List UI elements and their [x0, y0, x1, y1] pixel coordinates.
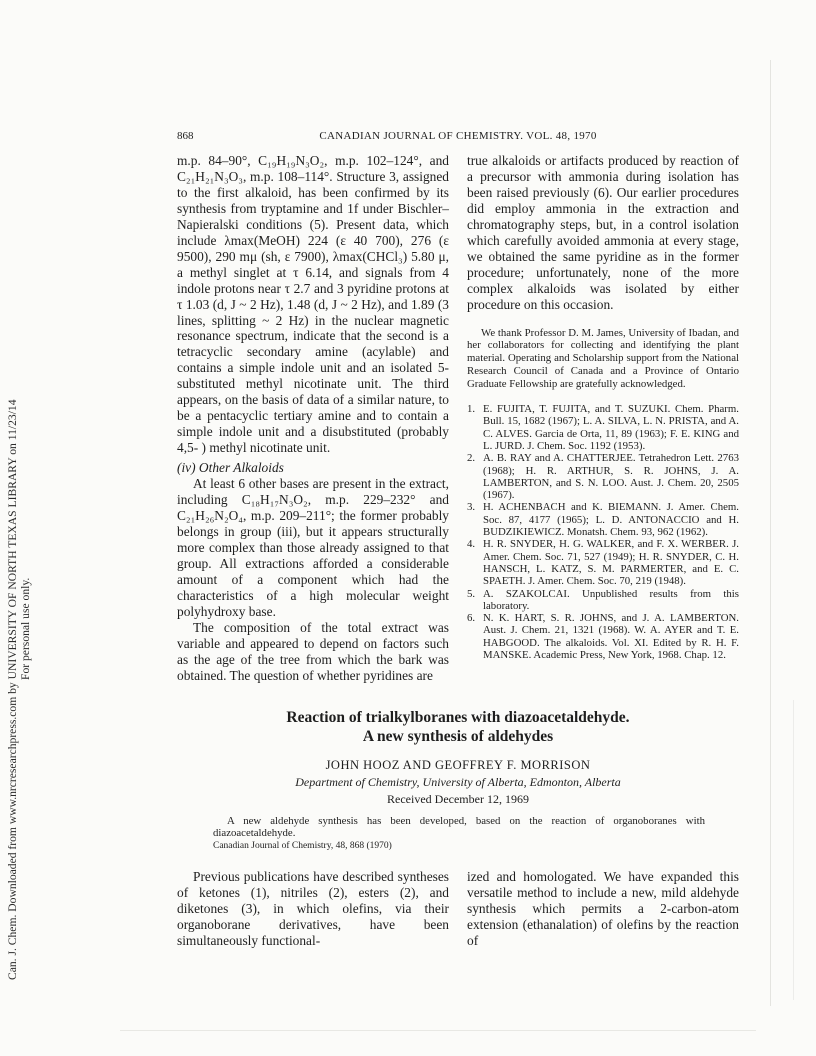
reference-item	[467, 403, 739, 452]
received-date: Received December 12, 1969	[387, 792, 529, 806]
abstract: A new aldehyde synthesis has been developed, based on the reaction of organoboranes with diazoacetaldehyde.	[213, 815, 705, 839]
left-column	[177, 153, 449, 683]
watermark-line-1: Can. J. Chem. Downloaded from www.nrcresearchpress.com by UNIVERSITY OF NORTH TEXAS LIBRARY on 11/23/14	[6, 399, 19, 980]
running-title: CANADIAN JOURNAL OF CHEMISTRY. VOL. 48, 1970	[319, 130, 597, 142]
reference-item	[467, 452, 739, 501]
reference-number: 5.	[467, 587, 476, 600]
intro-paragraph-right: ized and homologated. We have expanded this versatile method to include a new, mild aldehyde synthesis which permits a 2-carbon-atom extension (ethanalation) of olefins by the reaction of	[467, 869, 739, 948]
authors: JOHN HOOZ AND GEOFFREY F. MORRISON	[325, 758, 591, 772]
reference-number: 3.	[467, 501, 476, 514]
affiliation: Department of Chemistry, University of Alberta, Edmonton, Alberta	[295, 775, 621, 789]
reference-item	[467, 588, 739, 613]
reference-item	[467, 501, 739, 538]
citation: Canadian Journal of Chemistry, 48, 868 (1970)	[213, 841, 392, 851]
reference-number: 4.	[467, 538, 476, 551]
paragraph: At least 6 other bases are present in the extract, including C₁₈H₁₇N₃O₂, m.p. 229–232° and C₂₁H₂₆N₂O₄, m.p. 209–211°; the former probably belongs in group (iii), but it appears structurally more complex than those already assigned to that group. All extractions afforded a considerable amount of a component which had the characteristics of a high molecular weight polyhydroxy base.	[177, 476, 449, 619]
right-column	[467, 153, 739, 661]
page-header	[177, 130, 739, 144]
reference-number: 1.	[467, 403, 476, 416]
title-line: Reaction of trialkylboranes with diazoacetaldehyde.	[286, 709, 630, 726]
paragraph: true alkaloids or artifacts produced by reaction of a precursor with ammonia during isolation has been raised previously (6). Our earlier procedures did employ ammonia in the extraction and chromatography steps, but, in a control isolation which carefully avoided ammonia at every stage, we obtained the same pyridine as in the former procedure; unfortunately, none of the more complex alkaloids was isolated by either procedure on this occasion.	[467, 153, 739, 312]
reference-number: 6.	[467, 612, 476, 625]
acknowledgment: We thank Professor D. M. James, University of Ibadan, and her collaborators for collecting and identifying the plant material. Operating and Scholarship support from the National Research Council of Canada and a Province of Ontario Graduate Fellowship are gratefully acknowledged.	[467, 326, 739, 391]
reference-item	[467, 612, 739, 661]
scan-edge	[770, 60, 771, 1006]
title-line: A new synthesis of aldehydes	[362, 728, 554, 745]
reference-text: E. FUJITA, T. FUJITA, and T. SUZUKI. Chem. Pharm. Bull. 15, 1682 (1967); L. A. SILVA, L. N. PRISTA, and A. C. ALVES. Garcia de Orta, 11, 89 (1963); F. E. KING and L. JURD. J. Chem. Soc. 1192 (1953).	[483, 403, 739, 452]
article-title	[177, 708, 739, 746]
paragraph: m.p. 84–90°, C₁₉H₁₉N₃O₂, m.p. 102–124°, and C₂₁H₂₁N₃O₃, m.p. 108–114°. Structure 3, assigned to the first alkaloid, has been confirmed by its synthesis from tryptamine and 1f under Bischler–Napieralski conditions (5). Present data, which include λmax(MeOH) 224 (ε 40 700), 276 (ε 9500), 290 mμ (sh, ε 7900), λmax(CHCl₃) 5.80 μ, a methyl singlet at τ 6.14, and signals from 4 indole protons near τ 2.7 and 3 pyridine protons at τ 1.03 (d, J ~ 2 Hz), 1.48 (d, J ~ 2 Hz), and 1.89 (3 lines, splitting ~ 2 Hz) in the nuclear magnetic resonance spectrum, indicate that the second is a tetracyclic secondary amine (acylable) and contains a simple indole unit and an isolated 5-substituted methyl nicotinate unit. The third appears, on the basis of data of a similar nature, to be a pentacyclic tertiary amine and to contain a simple indole unit and a disubstituted (probably 4,5- ) methyl nicotinate unit.	[177, 153, 449, 456]
paragraph: The composition of the total extract was variable and appeared to depend on factors such as the age of the tree from which the bark was obtained. The question of whether pyridines are	[177, 619, 449, 683]
scan-edge	[793, 700, 794, 1000]
section-heading: (iv) Other Alkaloids	[177, 460, 284, 476]
watermark-line-2: For personal use only.	[19, 577, 32, 680]
reference-text: N. K. HART, S. R. JOHNS, and J. A. LAMBERTON. Aust. J. Chem. 21, 1321 (1968). W. A. AYER and T. E. HABGOOD. The alkaloids. Vol. XI. Edited by R. H. F. MANSKE. Academic Press, New York, 1968. Chap. 12.	[483, 612, 739, 661]
reference-text: A. SZAKOLCAI. Unpublished results from this laboratory.	[483, 587, 739, 612]
intro-paragraph-left: Previous publications have described syntheses of ketones (1), nitriles (2), esters (2), and diketones (3), in which olefins, via their organoborane derivatives, have been simultaneously functional-	[177, 869, 449, 948]
reference-list	[467, 403, 739, 661]
reference-text: A. B. RAY and A. CHATTERJEE. Tetrahedron Lett. 2763 (1968); H. R. ARTHUR, S. R. JOHNS, J. A. LAMBERTON, and S. N. LOO. Aust. J. Chem. 20, 2505 (1967).	[483, 452, 739, 502]
reference-text: H. ACHENBACH and K. BIEMANN. J. Amer. Chem. Soc. 87, 4177 (1965); L. D. ANTONACCIO and H. BUDZIKIEWICZ. Monatsh. Chem. 93, 962 (1962).	[483, 501, 739, 539]
reference-item	[467, 538, 739, 587]
reference-number: 2.	[467, 452, 476, 465]
reference-text: H. R. SNYDER, H. G. WALKER, and F. X. WERBER. J. Amer. Chem. Soc. 71, 527 (1949); H. R. SNYDER, C. H. HANSCH, L. KATZ, S. M. PARMERTER, and E. C. SPAETH. J. Amer. Chem. Soc. 70, 219 (1948).	[483, 538, 739, 588]
page-number: 868	[177, 130, 194, 142]
download-watermark	[0, 120, 36, 980]
scan-edge	[120, 1030, 756, 1031]
